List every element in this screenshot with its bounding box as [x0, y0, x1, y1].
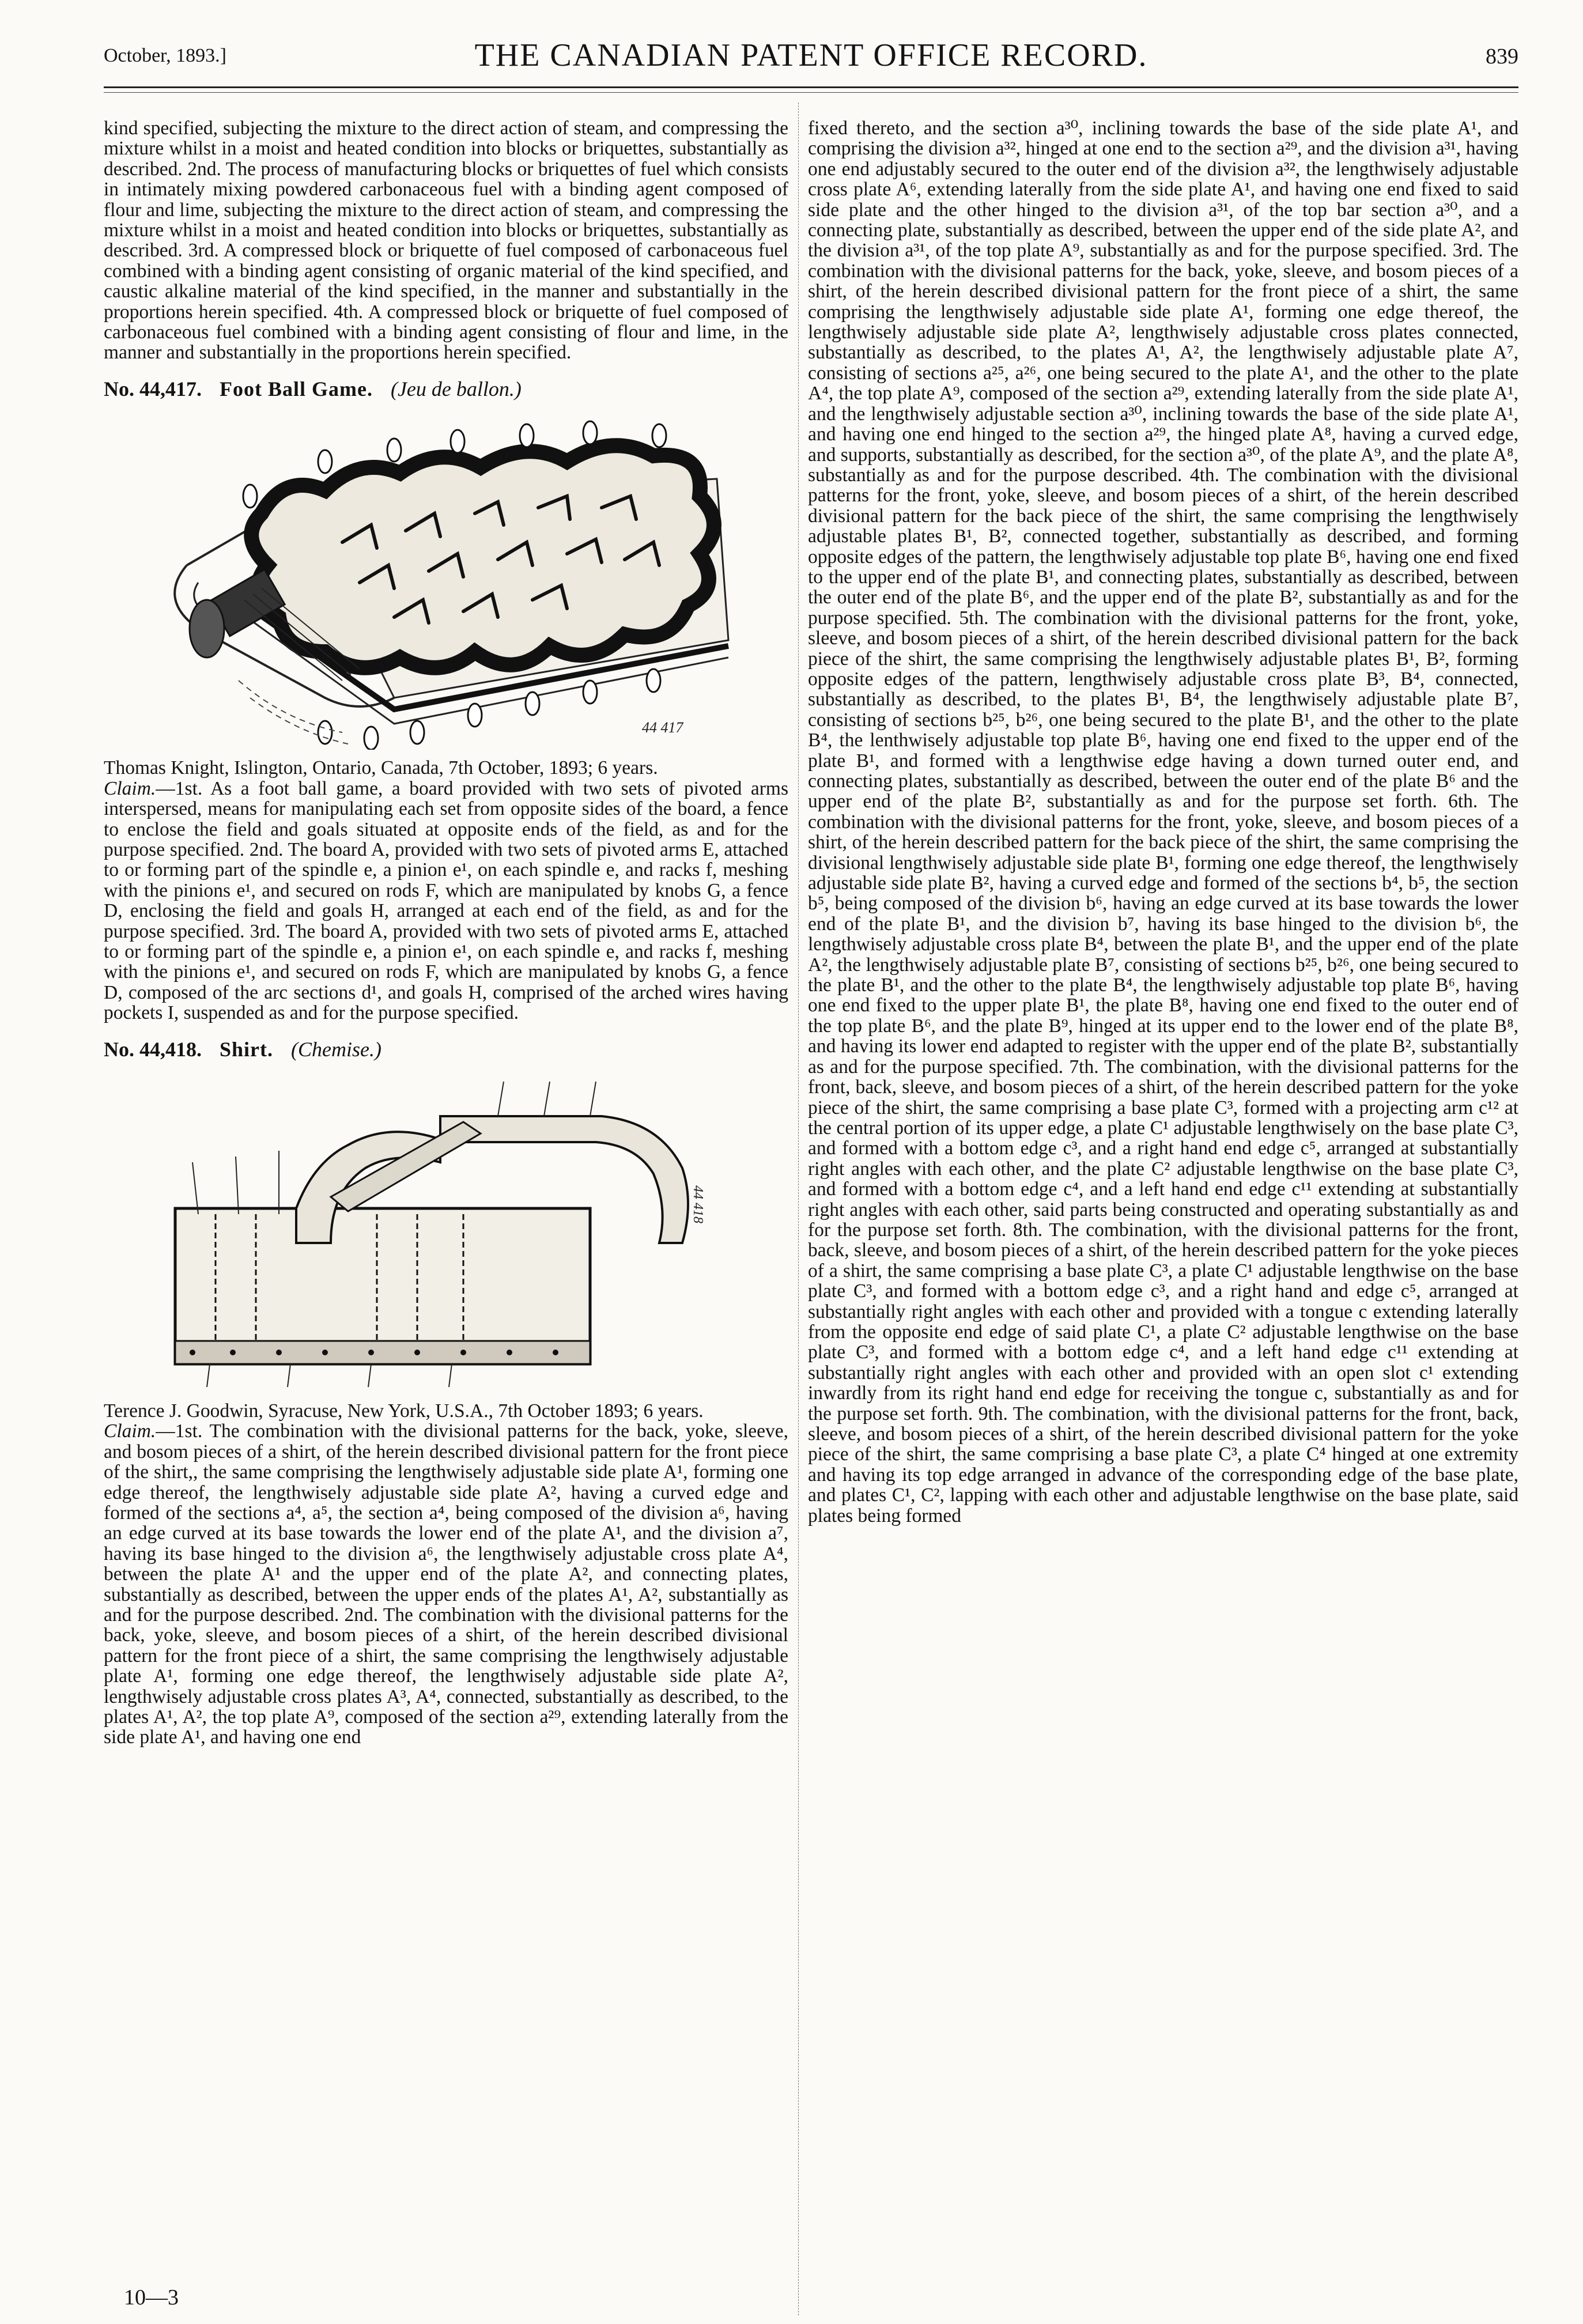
signature-mark: 10—3: [124, 2285, 179, 2310]
continued-claims-text: fixed thereto, and the section a³⁰, inclining towards the base of the side plate A¹, and comprising the division a³², hinged at one end to the section a²⁹, and the division a³¹, having one end adjustably secured to the outer end of the division a³², the lengthwisely adjustable cross plate A⁶, extending laterally from the side plate A¹, and having one end fixed to said side plate and the other hinged to the division a³¹, of the top bar section a³⁰, and a connecting plate, substantially as described, between the upper end of the side plate A², and the division a³¹, of the top plate A⁹, substantially as and for the purpose specified. 3rd. The combination with the divisional patterns for the back, yoke, sleeve, and bosom pieces of a shirt, of the herein described divisional pattern for the front piece of a shirt, the same comprising the lengthwisely adjustable side plate A¹, forming one edge thereof, the lengthwisely adjustable side plate A², lengthwisely adjustable cross plates connected, substantially as described, to the plates A¹, A², the lengthwisely adjustable plate A⁷, consisting of sections a²⁵, a²⁶, one being secured to the plate A¹, and the other to the plate A⁴, the top plate A⁹, composed of the section a²⁹, extending laterally from the side plate A¹, and the lengthwisely adjustable section a³⁰, inclining towards the base of the side plate A¹, and having one end hinged to the section a²⁹, the hinged plate A⁸, having a curved edge, and supports, substantially as described, for the section a³⁰, of the plate A⁹, and the plate A⁸, substantially as and for the purpose described. 4th. The combination with the divisional patterns for the front, yoke, sleeve, and bosom pieces of a shirt, of the herein described divisional pattern for the back piece of the shirt, the same comprising the lengthwisely adjustable plates B¹, B², connected together, substantially as described, and forming opposite edges of the pattern, the lengthwisely adjustable top plate B⁶, having one end fixed to the upper end of the plate B¹, and connecting plates, substantially as described, between the outer end of the plate B⁶, and the upper end of the plate B², substantially as and for the purpose specified. 5th. The combination with the divisional patterns for the front, yoke, sleeve, and bosom pieces of a shirt, of the herein described divisional pattern for the back piece of the shirt, the same comprising the lengthwisely adjustable plates B¹, B², forming opposite edges of the pattern, lengthwisely adjustable cross plate B³, B⁴, connected, substantially as described, to the plates B¹, B⁴, the lengthwisely adjustable plate B⁷, consisting of sections b²⁵, b²⁶, one being secured to the plate B¹, and the other to the plate B⁴, the lenthwisely adjustable top plate B⁶, having one end fixed to the upper end of the plate B¹, and formed with a lengthwise edge having a down turned outer end, and connecting plates, substantially as described, between the outer end of the plate B⁶ and the upper end of the plate B², substantially as and for the purpose set forth. 6th. The combination with the divisional patterns for the front, yoke, sleeve, and bosom pieces of a shirt, of the herein described pattern for the back piece of the shirt, the same comprising the divisional lengthwisely adjustable side plate B¹, forming one edge thereof, the lengthwisely adjustable side plate B², having a curved edge and formed of the sections b⁴, b⁵, the section b⁵, being composed of the division b⁶, having an edge curved at its base towards the lower end of the plate B¹, and the division b⁷, having its base hinged to the division b⁶, the lengthwisely adjustable cross plate B⁴, between the plate B¹, and the upper end of the plate A², the lengthwisely adjustable plate B⁷, consisting of sections b²⁵, b²⁶, one being secured to the plate B¹, and the other to the plate B⁴, the lengthwisely adjustable top plate B⁶, having one end fixed to the upper plate B¹, the plate B⁸, having one end fixed to the outer end of the top plate B⁶, and the plate B⁹, hinged at its upper end to the lower end of the plate B⁸, and having its lower end adapted to register with the upper end of the plate B², substantially as and for the purpose specified. 7th. The combination, with the divisional patterns for the front, back, sleeve, and bosom pieces of a shirt, of the herein described pattern for the yoke piece of the shirt, the same comprising a base plate C³, formed with a projecting arm c¹² at the central portion of its upper edge, a plate C¹ adjustable lengthwisely on the base plate C³, and formed with a bottom edge c³, and a right hand end edge c⁵, arranged at substantially right angles with each other, and the plate C² adjustable lengthwise on the base plate C³, and formed with a bottom edge c⁴, and a left hand end edge c¹¹ extending at substantially right angles with each other, said parts being constructed and operating substantially as and for the purpose set forth. 8th. The combination, with the divisional patterns for the front, back, sleeve, and bosom pieces of a shirt, of the herein described pattern for the yoke pieces of a shirt, the same comprising a base plate C³, a plate C¹ adjustable lengthwise on the base plate C³, and formed with a bottom edge c³, and a right hand and edge c⁵, arranged at substantially right angles with each other and provided with a tongue c extending laterally from the opposite end edge of said plate C¹, a plate C² adjustable lengthwise on the base plate C³, and formed with a bottom edge c⁴, and a left hand edge c¹¹ extending at substantially right angles with each other and provided with an open slot c¹ extending inwardly from its right hand end edge for receiving the tongue c, substantially as and for the purpose set forth. 9th. The combination, with the divisional patterns for the front, back, sleeve, and bosom pieces of a shirt, of the herein described divisional pattern for the yoke piece of the shirt, the same comprising a base plate C³, a plate C⁴ hinged at one extremity and having its top edge arranged in advance of the corresponding edge of the base plate, and plates C¹, C², lapping with each other and adjustable lengthwise on the base plate, said plates being formed: [808, 118, 1518, 1526]
page-number: 839: [1486, 44, 1518, 69]
claim-text: —1st. The combination with the divisional patterns for the back, yoke, sleeve, and bosom pieces of a shirt, of the herein described divisional pattern for the front piece of the shirt,, the same comprising the lengthwisely adjustable side plate A¹, forming one edge thereof, the lengthwisely adjustable side plate A², having a curved edge and formed of the sections a⁴, a⁵, the section a⁴, being composed of the division a⁶, having an edge curved at its base towards the lower end of the plate A¹, and the division a⁷, having its base hinged to the division a⁶, the lengthwisely adjustable cross plate A⁴, between the plate A¹ and the upper end of the plate A², and connecting plates, substantially as described, between the upper ends of the plates A¹, A², substantially as and for the purpose described. 2nd. The combination with the divisional patterns for the back, yoke, sleeve, and bosom pieces of a shirt, of the herein described divisional pattern for the front piece of a shirt, the same comprising the lengthwisely adjustable plate A¹, forming one edge thereof, the lengthwisely adjustable side plate A², lengthwisely adjustable cross plates A³, A⁴, connected, substantially as described, to the plates A¹, A², the top plate A⁹, composed of the section a²⁹, extending laterally from the side plate A¹, and having one end: [104, 1420, 788, 1748]
patent-title: Foot Ball Game.: [220, 377, 373, 400]
left-column: [104, 118, 788, 1748]
inventor-line: Thomas Knight, Islington, Ontario, Canada, 7th October, 1893; 6 years.: [104, 757, 658, 779]
header-rule-thin: [104, 92, 1518, 93]
claims-paragraph: [104, 779, 788, 1023]
shirt-pattern-figure: [141, 1070, 751, 1393]
claim-label: Claim.: [104, 777, 156, 799]
page-header: [104, 37, 1518, 83]
inventor-line: Terence J. Goodwin, Syracuse, New York, U.S.A., 7th October 1893; 6 years.: [104, 1400, 704, 1422]
patent-heading-44418: [104, 1037, 788, 1061]
patent-heading-44417: [104, 379, 788, 399]
figure-label: 44 418: [690, 1185, 705, 1223]
issue-date: October, 1893.]: [104, 45, 226, 66]
column-divider: [798, 103, 799, 2315]
patent-french-title: (Jeu de ballon.): [390, 377, 522, 400]
continued-claims-text: kind specified, subjecting the mixture to the direct action of steam, and compressing the mixture whilst in a moist and heated condition into blocks or briquettes, substantially as described. 2nd. The process of manufacturing blocks or briquettes of fuel which consists in intimately mixing powdered carbonaceous fuel with a binding agent composed of flour and lime, subjecting the mixture to the direct action of steam, and compressing the mixture whilst in a moist and heated condition into blocks or briquettes, substantially as described. 3rd. A compressed block or briquette of fuel composed of carbonaceous fuel combined with a binding agent consisting of organic material of the kind specified, and caustic alkaline material of the kind specified, in the manner and substantially in the proportions herein specified. 4th. A compressed block or briquette of fuel composed of carbonaceous fuel combined with a binding agent consisting of flour and lime, in the manner and substantially in the proportions herein specified.: [104, 118, 788, 364]
right-column: [808, 118, 1518, 1526]
patent-number: No. 44,418.: [104, 1037, 202, 1061]
patent-title: Shirt.: [220, 1037, 274, 1061]
patent-french-title: (Chemise.): [291, 1037, 381, 1061]
claim-label: Claim.: [104, 1420, 156, 1442]
header-rule: [104, 86, 1518, 88]
football-game-figure: [152, 410, 740, 750]
publication-title: THE CANADIAN PATENT OFFICE RECORD.: [474, 37, 1148, 73]
claim-text: —1st. As a foot ball game, a board provided with two sets of pivoted arms interspersed, means for manipulating each set from opposite sides of the board, a fence to enclose the field and goals situated at opposite ends of the field, as and for the purpose specified. 2nd. The board A, provided with two sets of pivoted arms E, attached to or forming part of the spindle e, a pinion e¹, on each spindle e, and racks f, meshing with the pinions e¹, and secured on rods F, which are manipulated by knobs G, a fence D, enclosing the field and goals H, arranged at each end of the field, as and for the purpose specified. 3rd. The board A, provided with two sets of pivoted arms E, attached to or forming part of the spindle e, a pinion e¹, on each spindle e, and racks f, meshing with the pinions e¹, and secured on rods F, which are manipulated by knobs G, a fence D, composed of the arc sections d¹, and goals H, comprised of the arched wires having pockets I, suspended as and for the purpose specified.: [104, 777, 788, 1024]
patent-number: No. 44,417.: [104, 377, 202, 400]
figure-label: 44 417: [642, 719, 683, 736]
claims-paragraph: [104, 1421, 788, 1748]
